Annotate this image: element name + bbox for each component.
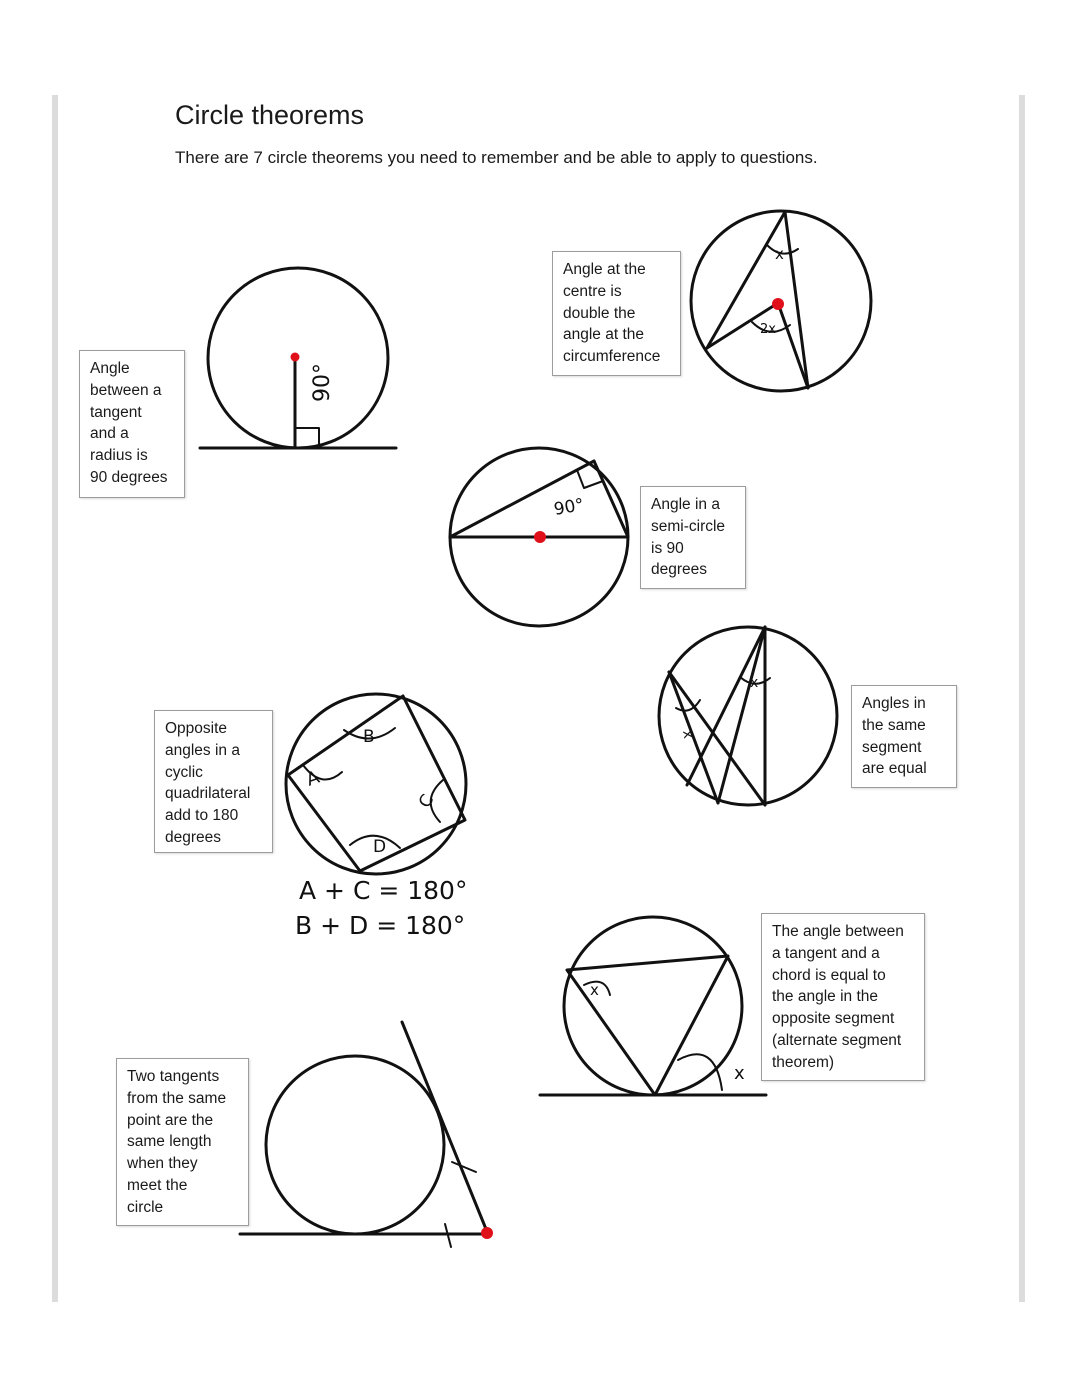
radius-left [707, 303, 778, 348]
centre-point [534, 531, 546, 543]
theorem-box-tangent-radius: Angle between a tangent and a radius is 90 degrees [79, 350, 185, 498]
diagram-cyclic-quadrilateral [286, 694, 466, 874]
circle [286, 694, 466, 874]
page-edge-left [52, 95, 58, 1302]
angle-arc-c [431, 780, 443, 822]
label-90-semicircle: 90° [552, 494, 586, 520]
chord-c [669, 672, 718, 803]
label-x-left: x [679, 728, 697, 740]
chord-a [718, 627, 765, 803]
theorem-box-two-tangents: Two tangents from the same point are the same length when they meet the circle [116, 1058, 249, 1226]
theorem-box-same-segment: Angles in the same segment are equal [851, 685, 957, 788]
label-d: D [373, 837, 387, 857]
angle-arc-tangent [678, 1054, 722, 1090]
equation-a-c: A + C = 180° [299, 876, 468, 905]
angle-arc-2x [752, 322, 790, 332]
external-point [481, 1227, 493, 1239]
angle-arc-top [740, 677, 770, 684]
label-x-tangent: x [734, 1063, 745, 1084]
diagram-semi-circle [450, 448, 628, 626]
chord-b [687, 627, 765, 785]
circle [208, 268, 388, 448]
page-subtitle: There are 7 circle theorems you need to remember and be able to apply to questions. [175, 148, 818, 167]
right-angle-mark [577, 470, 603, 488]
angle-arc-left [676, 700, 700, 711]
theorem-box-centre-circumference: Angle at the centre is double the angle at the circumference [552, 251, 681, 376]
angle-arc-d [350, 836, 400, 848]
quadrilateral [288, 696, 465, 871]
chord-d [669, 672, 765, 805]
angle-arc-a [303, 765, 342, 780]
centre-point [291, 353, 300, 362]
equation-b-d: B + D = 180° [295, 911, 466, 940]
equal-mark-bottom [445, 1224, 451, 1247]
circle [450, 448, 628, 626]
centre-point [772, 298, 784, 310]
diagram-centre-circumference [691, 211, 871, 391]
theorem-box-alternate-segment: The angle between a tangent and a chord is equal to the angle in the opposite segment (alternate segment theorem) [761, 913, 925, 1081]
page-edge-right [1019, 95, 1025, 1302]
chord-right [785, 212, 808, 388]
diagram-two-tangents [240, 1022, 493, 1247]
chord-right [594, 461, 628, 537]
circle [659, 627, 837, 805]
radius-right [778, 303, 808, 388]
theorem-box-cyclic-quadrilateral: Opposite angles in a cyclic quadrilateral add to 180 degrees [154, 710, 273, 853]
equal-mark-side [452, 1162, 476, 1172]
diagram-tangent-radius [200, 268, 396, 448]
diagram-alternate-segment [540, 917, 766, 1095]
label-x-circumference: x [775, 245, 784, 263]
circle [564, 917, 742, 1095]
label-90-tangent: 90° [310, 363, 335, 402]
page-title: Circle theorems [175, 100, 365, 130]
angle-arc-inscribed [584, 982, 610, 995]
chord-left [707, 212, 785, 348]
triangle [567, 956, 728, 1095]
label-a: A [303, 766, 323, 791]
circle [266, 1056, 444, 1234]
diagram-same-segment [659, 627, 837, 805]
label-x-inscribed: x [590, 981, 599, 999]
label-x-top: x [750, 675, 759, 691]
label-2x-centre: 2x [760, 322, 776, 337]
label-c: C [415, 791, 439, 812]
right-angle-mark [295, 428, 319, 448]
angle-arc-x [767, 245, 798, 254]
angle-arc-b [344, 728, 395, 739]
theorem-box-semi-circle: Angle in a semi-circle is 90 degrees [640, 486, 746, 589]
label-b: B [363, 727, 375, 747]
tangent-side [402, 1022, 488, 1234]
chord-left [450, 461, 594, 537]
circle [691, 211, 871, 391]
